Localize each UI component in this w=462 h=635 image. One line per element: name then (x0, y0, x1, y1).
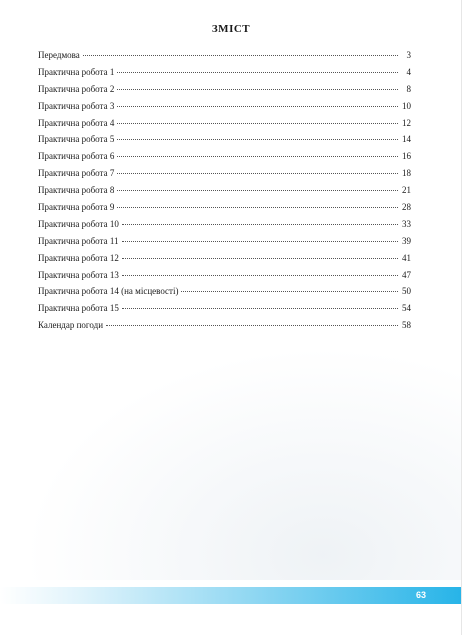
toc-entry-practical-work-2[interactable] (38, 81, 411, 98)
dot-leader (122, 274, 398, 276)
toc-entry-label: Практична робота 10 (38, 218, 119, 229)
toc-entry-page: 21 (402, 185, 411, 196)
toc-entry-page: 3 (406, 50, 411, 60)
toc-entry-label: Практична робота 2 (38, 83, 115, 94)
toc-entry-practical-work-5[interactable] (38, 131, 411, 148)
dot-leader (122, 307, 398, 309)
toc-entry-page: 47 (402, 269, 411, 280)
toc-entry-label: Практична робота 7 (38, 168, 115, 179)
dot-leader (117, 88, 398, 90)
toc-entry-page: 10 (402, 100, 411, 111)
toc-entry-practical-work-8[interactable] (38, 182, 411, 199)
dot-leader (122, 257, 398, 259)
toc-entry-practical-work-3[interactable] (38, 98, 411, 115)
toc-entry-page: 8 (406, 83, 411, 94)
toc-entry-label: Практична робота 5 (38, 134, 115, 145)
toc-entry-label: Практична робота 14 (на місцевості) (38, 286, 179, 297)
dot-leader (117, 122, 398, 124)
toc-entry-page: 16 (402, 151, 411, 162)
toc-entry-page: 50 (402, 286, 411, 297)
toc-entry-practical-work-9[interactable] (38, 199, 411, 216)
toc-entry-practical-work-4[interactable] (38, 115, 411, 132)
dot-leader (117, 189, 398, 191)
page-shading (0, 330, 462, 580)
toc-entry-practical-work-10[interactable] (38, 216, 411, 233)
toc-entry-weather-calendar[interactable] (38, 317, 411, 334)
dot-leader (117, 105, 398, 107)
toc-entry-practical-work-6[interactable] (38, 148, 411, 165)
toc-entry-page: 33 (402, 218, 411, 229)
toc-entry-label: Практична робота 1 (38, 66, 115, 77)
toc-entry-preface[interactable] (38, 47, 411, 64)
dot-leader (106, 324, 398, 326)
toc-entry-page: 4 (406, 66, 411, 77)
toc-entry-label: Практична робота 13 (38, 269, 119, 280)
dot-leader (83, 54, 398, 56)
toc-entry-label: Практична робота 8 (38, 185, 115, 196)
toc-entry-label: Практична робота 3 (38, 100, 115, 111)
toc-entry-label: Передмова (38, 50, 80, 60)
toc-entry-page: 28 (402, 202, 411, 213)
toc-entry-practical-work-12[interactable] (38, 250, 411, 267)
dot-leader (117, 206, 398, 208)
toc-entry-practical-work-13[interactable] (38, 267, 411, 284)
toc-entry-page: 54 (402, 303, 411, 314)
toc-entry-practical-work-14[interactable] (38, 283, 411, 300)
toc-entry-label: Практична робота 9 (38, 202, 115, 213)
toc-entry-practical-work-11[interactable] (38, 233, 411, 250)
toc-entry-label: Практична робота 12 (38, 252, 119, 263)
toc-entry-page: 58 (402, 320, 411, 331)
toc-entry-page: 41 (402, 252, 411, 263)
dot-leader (181, 290, 398, 292)
dot-leader (117, 138, 398, 140)
toc-entry-practical-work-7[interactable] (38, 165, 411, 182)
page-number: 63 (415, 590, 426, 600)
toc-entry-label: Практична робота 15 (38, 303, 119, 314)
toc-entry-label: Практична робота 4 (38, 117, 115, 128)
dot-leader (122, 223, 398, 225)
toc-entry-page: 39 (402, 235, 411, 246)
dot-leader (117, 172, 398, 174)
toc-entry-practical-work-15[interactable] (38, 300, 411, 317)
dot-leader (122, 240, 399, 242)
dot-leader (117, 155, 398, 157)
toc-entry-label: Практична робота 11 (38, 235, 119, 246)
toc-entry-label: Практична робота 6 (38, 151, 115, 162)
toc-entry-page: 14 (402, 134, 411, 145)
footer-bar (0, 587, 462, 604)
toc-entry-practical-work-1[interactable] (38, 64, 411, 81)
dot-leader (117, 71, 398, 73)
toc-entry-page: 12 (402, 117, 411, 128)
table-of-contents (38, 47, 411, 334)
toc-entry-label: Календар погоди (38, 320, 104, 331)
toc-entry-page: 18 (402, 168, 411, 179)
page-title: ЗМІСТ (211, 23, 251, 35)
